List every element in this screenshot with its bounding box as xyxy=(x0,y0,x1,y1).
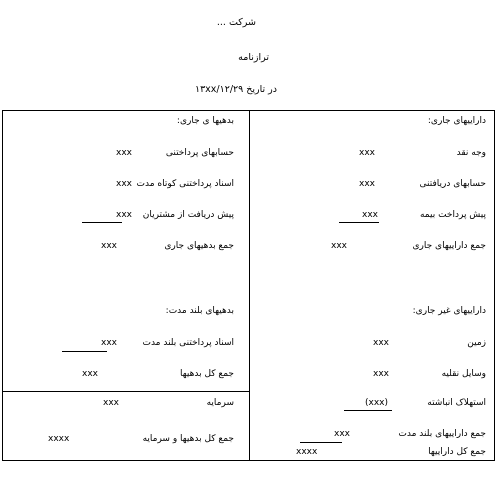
statement-date: در تاریخ ۱۳xx/۱۲/۲۹ xyxy=(194,84,277,95)
capital-value: xxx xyxy=(103,398,119,408)
subtotal-underline xyxy=(339,222,379,223)
accumulated-depreciation-value: (xxx) xyxy=(365,398,389,408)
capital-label: سرمایه xyxy=(206,398,234,408)
unearned-revenue-value: xxx xyxy=(116,210,132,220)
total-liabilities-capital-label: جمع کل بدهیها و سرمایه xyxy=(142,434,234,444)
table-left-border xyxy=(2,110,3,461)
company-name: شرکت ... xyxy=(216,17,256,28)
receivables-label: حسابهای دریافتنی xyxy=(419,179,486,189)
prepaid-insurance-value: xxx xyxy=(362,210,378,220)
vehicles-value: xxx xyxy=(373,369,389,379)
short-term-notes-label: اسناد پرداختنی کوتاه مدت xyxy=(136,179,234,189)
cash-label: وجه نقد xyxy=(456,148,486,158)
total-liabilities-label: جمع کل بدهیها xyxy=(180,369,234,379)
payables-label: حسابهای پرداختنی xyxy=(165,148,234,158)
unearned-revenue-label: پیش دریافت از مشتریان xyxy=(142,210,234,220)
subtotal-underline xyxy=(62,351,107,352)
long-term-notes-value: xxx xyxy=(101,338,117,348)
total-current-liabilities-value: xxx xyxy=(101,241,117,251)
short-term-notes-value: xxx xyxy=(116,179,132,189)
subtotal-underline xyxy=(300,442,342,443)
prepaid-insurance-label: پیش پرداخت بیمه xyxy=(419,210,486,220)
total-current-assets-label: جمع داراییهای جاری xyxy=(412,241,486,251)
table-center-divider xyxy=(249,110,250,461)
current-liabilities-heading: بدهیها ی جاری: xyxy=(176,116,234,126)
subtotal-underline xyxy=(82,222,122,223)
total-noncurrent-assets-label: جمع داراییهای بلند مدت xyxy=(398,429,486,439)
statement-title: ترازنامه xyxy=(238,52,269,63)
subtotal-underline xyxy=(344,410,392,411)
payables-value: xxx xyxy=(116,148,132,158)
table-right-border xyxy=(494,110,495,461)
long-term-liabilities-heading: بدهیهای بلند مدت: xyxy=(165,306,234,316)
cash-value: xxx xyxy=(359,148,375,158)
land-label: زمین xyxy=(467,338,486,348)
liabilities-capital-divider xyxy=(2,391,250,392)
accumulated-depreciation-label: استهلاک انباشته xyxy=(427,398,486,408)
total-current-assets-value: xxx xyxy=(331,241,347,251)
long-term-notes-label: اسناد پرداختنی بلند مدت xyxy=(142,338,234,348)
total-liabilities-value: xxx xyxy=(82,369,98,379)
total-assets-value: xxxx xyxy=(296,447,318,457)
total-assets-label: جمع کل داراییها xyxy=(428,447,486,457)
total-liabilities-capital-value: xxxx xyxy=(48,434,70,444)
total-noncurrent-assets-value: xxx xyxy=(334,429,350,439)
noncurrent-assets-heading: داراییهای غیر جاری: xyxy=(412,306,486,316)
total-current-liabilities-label: جمع بدهیهای جاری xyxy=(164,241,234,251)
current-assets-heading: داراییهای جاری: xyxy=(427,116,486,126)
land-value: xxx xyxy=(373,338,389,348)
receivables-value: xxx xyxy=(359,179,375,189)
vehicles-label: وسایل نقلیه xyxy=(441,369,486,379)
